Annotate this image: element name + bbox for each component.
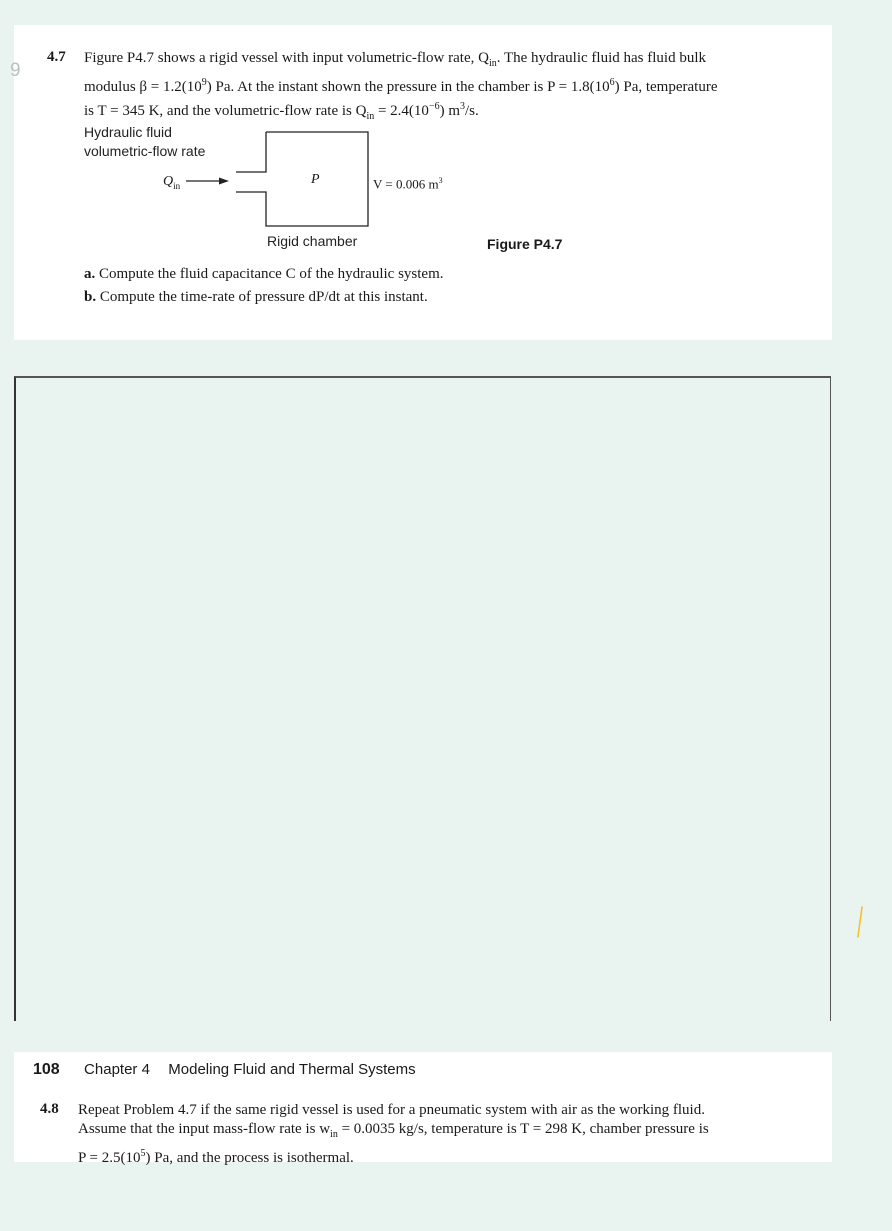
p48-line-2: Assume that the input mass-flow rate is $w_{in} = 0.0035$ kg/s, temperature is T = 298 K, chamber pressure is	[78, 1121, 709, 1140]
p48-line-3: $P = 2.5(10^5)$ Pa, and the process is isothermal.	[78, 1148, 354, 1166]
pen-mark-icon	[855, 905, 865, 939]
p48-line-1: Repeat Problem 4.7 if the same rigid vessel is used for a pneumatic system with air as the working fluid.	[78, 1102, 705, 1118]
answer-area[interactable]	[14, 376, 831, 1021]
part-a: a. Compute the fluid capacitance C of the hydraulic system.	[84, 266, 444, 282]
chamber-outline	[236, 132, 368, 226]
q-in-symbol: $Q_{in}$	[163, 174, 181, 191]
part-b: b. Compute the time-rate of pressure dP/dt at this instant.	[84, 289, 428, 305]
problem-number: 4.7	[47, 49, 66, 65]
chamber-label: Rigid chamber	[267, 233, 358, 249]
flow-label-line-2: volumetric-flow rate	[84, 143, 206, 159]
pressure-symbol: P	[311, 172, 320, 187]
flow-label-line-1: Hydraulic fluid	[84, 124, 172, 140]
chapter-title: Modeling Fluid and Thermal Systems	[168, 1061, 416, 1078]
statement-line-3: is T = 345 K, and the volumetric-flow rate is $Q_{in} = 2.4(10^{-6})$ $m^3/s$.	[84, 101, 479, 122]
figure-caption: Figure P4.7	[487, 236, 563, 252]
problem-48-statement	[78, 1101, 818, 1168]
margin-page-number: 9	[10, 60, 21, 81]
statement-line-2: modulus $\beta = 1.2(10^9)$ Pa. At the instant shown the pressure in the chamber is $P = 1.8(10^6)$ Pa, temperature	[84, 77, 718, 95]
chapter-number: Chapter 4	[84, 1061, 150, 1078]
volume-label: V = 0.006 $m^3$	[373, 176, 443, 192]
problem-number-48: 4.8	[40, 1101, 59, 1117]
page-number: 108	[33, 1061, 60, 1078]
page-header	[33, 1061, 416, 1079]
arrow-head-icon	[219, 178, 229, 185]
statement-line-1: Figure P4.7 shows a rigid vessel with input volumetric-flow rate, $Q_{in}$. The hydraulic fluid has fluid bulk	[84, 50, 707, 69]
